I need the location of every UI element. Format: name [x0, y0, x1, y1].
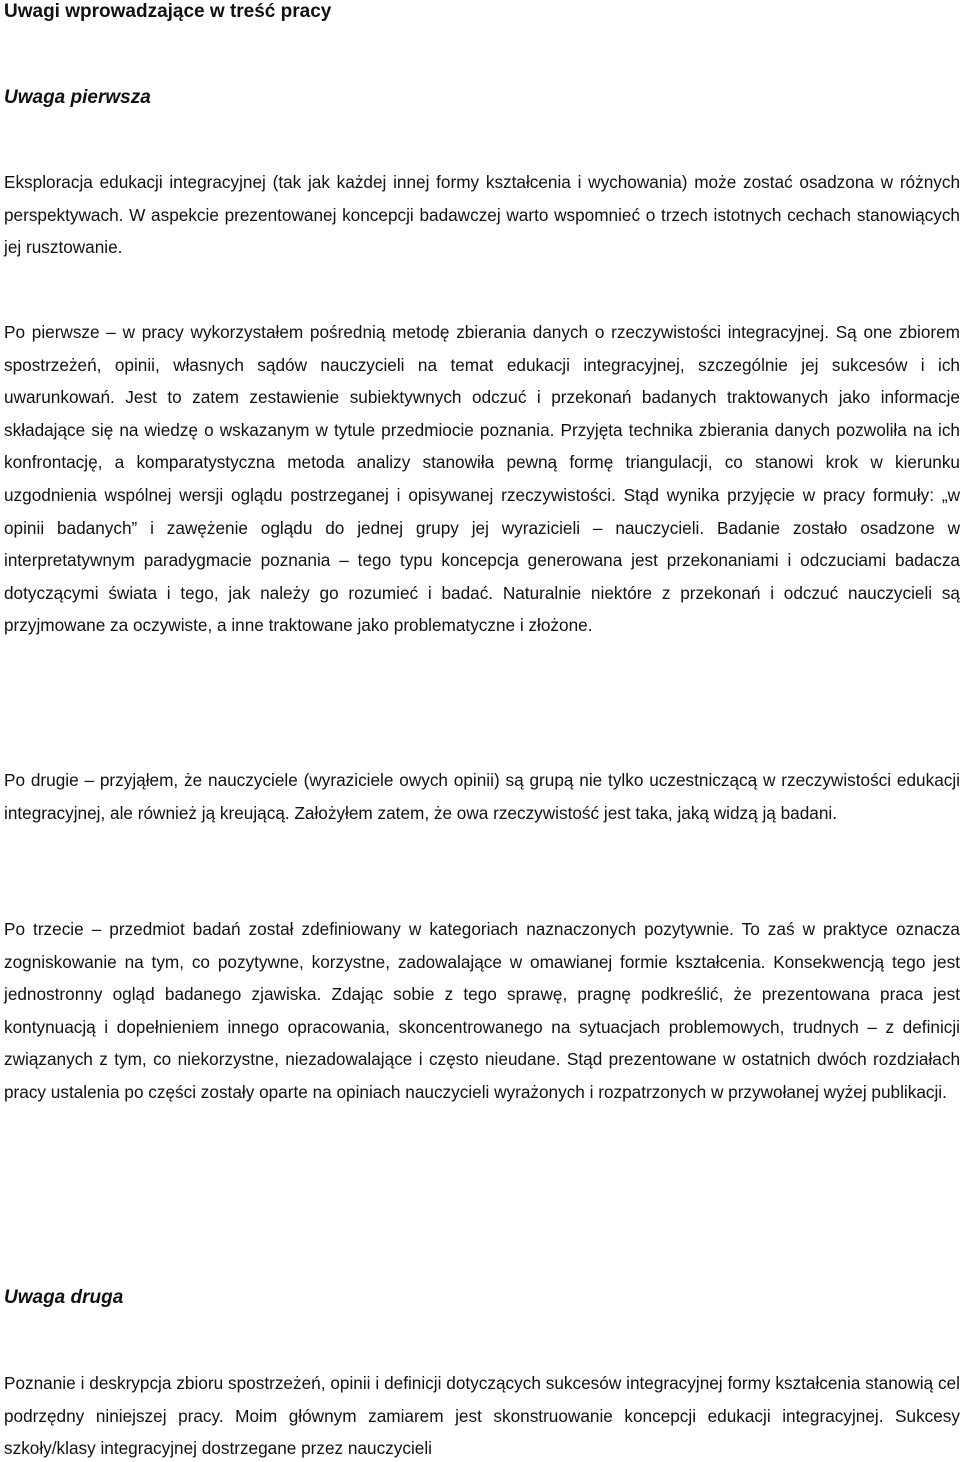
- paragraph-introduction: Eksploracja edukacji integracyjnej (tak jak każdej innej formy kształcenia i wychowania) może zostać osadzona w różnych perspektywach. W aspekcie prezentowanej koncepcji badawczej warto wspomnieć o trzech istotnych cechach stanowiących jej rusztowanie.: [4, 172, 960, 258]
- paragraph-second-remark-body: Poznanie i deskrypcja zbioru spostrzeżeń, opinii i definicji dotyczących sukcesów integracyjnej formy kształcenia stanowią cel podrzędny niniejszej pracy. Moim głównym zamiarem jest skonstruowanie koncepcji edukacji integracyjnej. Sukcesy szkoły/klasy integracyjnej dostrzegane przez nauczycieli: [4, 1373, 960, 1459]
- section-heading-first-remark: Uwaga pierwsza: [4, 87, 151, 108]
- paragraph-first-point: Po pierwsze – w pracy wykorzystałem pośrednią metodę zbierania danych o rzeczywistości integracyjnej. Są one zbiorem spostrzeżeń, opinii, własnych sądów nauczycieli na temat edukacji integracyjnej, szczególnie jej sukcesów i ich uwarunkowań. Jest to zatem zestawienie subiektywnych odczuć i przekonań badanych traktowanych jako informacje składające się na wiedzę o wskazanym w tytule przedmiocie poznania. Przyjęta technika zbierania danych pozwoliła na ich konfrontację, a komparatystyczna metoda analizy stanowiła pewną formę triangulacji, co stanowi krok w kierunku uzgodnienia wspólnej wersji oglądu postrzeganej i opisywanej rzeczywistości. Stąd wynika przyjęcie w pracy formuły: „w opinii badanych” i zawężenie oglądu do jednej grupy jej wyrazicieli – nauczycieli. Badanie zostało osadzone w interpretatywnym paradygmacie poznania – tego typu koncepcja generowana jest przekonaniami i odczuciami badacza dotyczącymi świata i tego, jak należy go rozumieć i badać. Naturalnie niektóre z przekonań i odczuć nauczycieli są przyjmowane za oczywiste, a inne traktowane jako problematyczne i złożone.: [4, 322, 960, 636]
- section-heading-second-remark: Uwaga druga: [4, 1287, 124, 1308]
- document-title: Uwagi wprowadzające w treść pracy: [4, 1, 332, 22]
- paragraph-third-point: Po trzecie – przedmiot badań został zdefiniowany w kategoriach naznaczonych pozytywnie. To zaś w praktyce oznacza zogniskowanie na tym, co pozytywne, korzystne, zadowalające w omawianej formie kształcenia. Konsekwencją tego jest jednostronny ogląd badanego zjawiska. Zdając sobie z tego sprawę, pragnę podkreślić, że prezentowana praca jest kontynuacją i dopełnieniem innego opracowania, skoncentrowanego na sytuacjach problemowych, trudnych – z definicji związanych z tym, co niekorzystne, niezadowalające i często nieudane. Stąd prezentowane w ostatnich dwóch rozdziałach pracy ustalenia po części zostały oparte na opiniach nauczycieli wyrażonych i rozpatrzonych w przywołanej wyżej publikacji.: [4, 919, 960, 1102]
- paragraph-second-point: Po drugie – przyjąłem, że nauczyciele (wyraziciele owych opinii) są grupą nie tylko uczestniczącą w rzeczywistości edukacji integracyjnej, ale również ją kreującą. Założyłem zatem, że owa rzeczywistość jest taka, jaką widzą ją badani.: [4, 770, 960, 823]
